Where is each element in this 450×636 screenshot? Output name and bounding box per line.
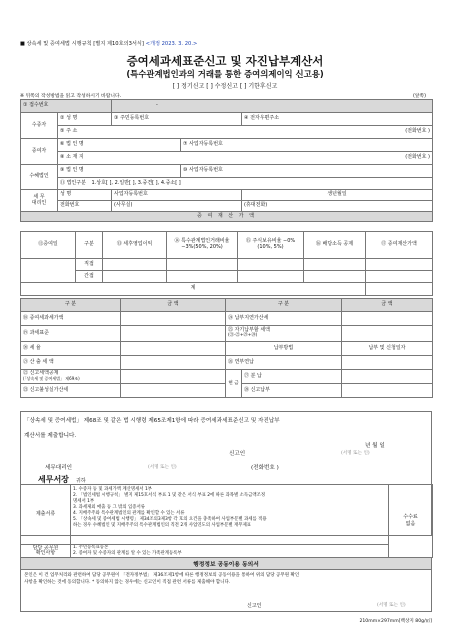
- indirect-value-cell[interactable]: [366, 271, 433, 283]
- computed-tax-label: ㉑ 산 출 세 액: [21, 356, 121, 370]
- benefit-corp-type-options[interactable]: 1.상호[ ], 2.일반[ ], 3.중견[ ], 4.중소[ ]: [91, 179, 181, 186]
- tax-base-label: ⑲ 과세표준: [21, 326, 121, 342]
- official-verify-label: [21, 545, 71, 558]
- donee-phone: (전화번호 ): [405, 128, 430, 135]
- verify-item: 1. 주민등록표등본: [73, 545, 109, 551]
- split-payment-label: ㉗ 분 납: [242, 370, 342, 384]
- benefit-corp-type-label: ⑪ 법인구분: [60, 179, 86, 186]
- official-verify-line2: 확인사항: [35, 550, 56, 556]
- agent-section-label: [21, 190, 58, 212]
- underfiling-penalty-label: ㉓ 신고불성실가산세: [21, 384, 121, 398]
- payment-date-label: 납부 및 신청일자: [342, 342, 433, 356]
- late-payment-penalty-label: ㉔ 납부지연가산세: [226, 312, 342, 326]
- benefit-corp-section-label: 수혜법인: [21, 165, 58, 190]
- gift-value-header: ⑰ 증여재산가액: [366, 232, 433, 259]
- category-header: 구분: [76, 232, 103, 259]
- consent-signature[interactable]: (서명 또는 인): [377, 603, 406, 608]
- submit-doc-item: 명세서 1부: [73, 499, 95, 505]
- declaration-line1: 「상속세 및 증여세법」 제68조 및 같은 법 시행령 제65조제1항에 따라 증여세과세표준신고 및 자진납부: [24, 418, 280, 424]
- consent-line1: 본인은 이 건 업무처리와 관련하여 담당 공무원이 「전자정부법」 제36조제1항에 따른 행정정보의 공동이용을 통하여 위의 담당 공무원 확인: [24, 573, 300, 578]
- filing-credit-label: [21, 370, 121, 384]
- indirect-dividend-cell[interactable]: [304, 271, 366, 283]
- self-payable-tax-amount[interactable]: [342, 326, 433, 342]
- left-item-header: 구 분: [21, 299, 121, 312]
- tax-agent-label: 세무대리인: [45, 465, 73, 471]
- donee-email-field[interactable]: ④ 전자우편주소: [242, 113, 433, 126]
- donee-section-label: 수증자: [21, 113, 58, 139]
- donor-section-label: 증여자: [21, 139, 58, 165]
- self-payable-tax-formula: (㉑-㉒+㉓+㉔): [228, 333, 258, 339]
- dividend-deduction-header: ⑯ 배당소득 공제: [304, 232, 366, 259]
- gift-date-cell[interactable]: [21, 259, 76, 283]
- consent-signer-label: 신고인: [247, 603, 262, 609]
- form-reference-text: ■ 상속세 및 증여세법 시행규칙 [별지 제10호의3서식]: [20, 41, 146, 47]
- submit-doc-item: 5. 「상속세 및 증여세법 시행령」 제34조의3제3항 각 호의 요건을 충족하여 사업부문별 과세를 적용: [73, 517, 267, 523]
- tax-base-amount[interactable]: [121, 326, 226, 342]
- tax-agent-phone[interactable]: (전화번호 ): [251, 465, 279, 471]
- filer-label: 신고인: [229, 451, 246, 457]
- submit-doc-item: 4. 지배주주와 특수관계법인의 관계를 확인할 수 있는 서류: [73, 511, 185, 517]
- cash-label: 현 금: [226, 370, 242, 398]
- left-amount-header: 금 액: [121, 299, 226, 312]
- gift-value-table: [20, 231, 433, 296]
- indirect-ratio-cell[interactable]: [167, 271, 238, 283]
- tax-office-head: 세무서장: [38, 475, 69, 484]
- tax-agent-signature[interactable]: (서명 또는 인): [148, 465, 177, 470]
- filing-payment-label: ㉘ 신고납부: [242, 384, 342, 398]
- tax-calculation-table: [20, 298, 433, 398]
- benefit-corp-type-field[interactable]: [58, 178, 433, 190]
- filer-signature[interactable]: (서명 또는 인): [341, 451, 370, 456]
- agent-section-line1: 세 무: [33, 194, 45, 200]
- tax-rate-amount[interactable]: [121, 342, 226, 356]
- taxpayer-info-table: [20, 99, 433, 222]
- consent-body: [21, 570, 431, 588]
- related-trade-ratio-header: ⑭ 특수관계법인거래비율 −3%(50%, 20%): [167, 232, 238, 259]
- form-title: 증여세과세표준신고 및 자진납부계산서: [126, 54, 324, 68]
- right-item-header: 구 분: [226, 299, 342, 312]
- donee-rrn-field[interactable]: ③ 주민등록번호: [112, 113, 242, 126]
- late-payment-penalty-amount[interactable]: [342, 312, 433, 326]
- benefit-corp-name-field[interactable]: ⑨ 법 인 명: [58, 165, 181, 178]
- computed-tax-amount[interactable]: [121, 356, 226, 370]
- row-direct-label: 직접: [76, 259, 103, 271]
- payment-method-label: 납부방법: [226, 342, 342, 356]
- fee-cell: [389, 485, 433, 558]
- submit-docs-list: [71, 485, 389, 545]
- official-verify-list: [71, 545, 389, 558]
- donee-name-field[interactable]: ② 성 명: [58, 113, 112, 126]
- verify-item: 2. 증여자 및 수증자의 관계를 알 수 있는 가족관계등록부: [73, 551, 182, 556]
- submit-doc-item: 1. 수증자 등 및 과세가액 계산명세서 1부: [73, 487, 152, 492]
- donor-phone: (전화번호 ): [405, 154, 430, 161]
- agent-name-field[interactable]: 성 명: [58, 190, 112, 201]
- fee-label: 수수료: [403, 513, 418, 520]
- submit-doc-item: 2. 「법인세법 시행규칙」 별지 제15호서식 부표 1 및 같은 서식 부표 2에 따른 과목별 소득금액조정: [73, 493, 266, 499]
- direct-dividend-cell[interactable]: [304, 259, 366, 271]
- form-reference: [20, 40, 197, 47]
- taxable-gift-value-amount[interactable]: [121, 312, 226, 326]
- gift-value-heading: 증 여 재 산 가 액: [21, 212, 433, 222]
- filing-credit-amount[interactable]: [121, 370, 226, 384]
- consent-heading: 행정정보 공동이용 동의서: [21, 558, 431, 570]
- filing-credit-basis: (「상속세 및 증여세법」 제69조): [23, 375, 80, 381]
- split-payment-amount[interactable]: [342, 370, 433, 384]
- agent-office-phone-field[interactable]: (사무실): [112, 201, 242, 212]
- total-value-cell[interactable]: [366, 283, 433, 296]
- indirect-profit-cell[interactable]: [103, 271, 167, 283]
- benefit-corp-bizno-field[interactable]: ⑩ 사업자등록번호: [181, 165, 433, 178]
- agent-bizno-field[interactable]: 사업자등록번호: [112, 190, 242, 201]
- donor-location-label: ⑧ 소 재 지: [60, 154, 84, 161]
- row-indirect-label: 간접: [76, 271, 103, 283]
- form-subtitle: (특수관계법인과의 거래를 통한 증여의제이익 신고용): [126, 69, 324, 79]
- official-verify-line1: 담당 공무원: [32, 544, 59, 551]
- fee-value: 없음: [405, 521, 416, 527]
- submit-doc-item: 3. 과세제외 매출 등 그 밖의 입증서류: [73, 505, 145, 511]
- donor-bizno-field[interactable]: ⑦ 사업자등록번호: [181, 139, 433, 152]
- underfiling-penalty-amount[interactable]: [121, 384, 226, 398]
- agent-mobile-field[interactable]: (휴대전화): [242, 201, 433, 212]
- taxable-gift-value-label: ⑱ 증여세과세가액: [21, 312, 121, 326]
- indirect-share-cell[interactable]: [238, 271, 304, 283]
- donee-address-field[interactable]: [58, 126, 433, 139]
- donee-address-label: ⑤ 주 소: [60, 128, 78, 135]
- self-payable-tax-label: [226, 326, 342, 342]
- revision-date: <개정 2023. 3. 20.>: [145, 41, 198, 47]
- direct-ratio-cell[interactable]: [167, 259, 238, 271]
- filing-type-options[interactable]: [ ] 정기신고 [ ] 수정신고 [ ] 기한후신고: [172, 83, 278, 90]
- direct-share-cell[interactable]: [238, 259, 304, 271]
- addressee-suffix: 귀하: [76, 478, 86, 484]
- right-amount-header: 금 액: [342, 299, 433, 312]
- installment-amount[interactable]: [342, 356, 433, 370]
- gift-date-header: ⑫증여일: [21, 232, 76, 259]
- declaration-line2: 계산서를 제출합니다.: [24, 433, 77, 439]
- donor-location-field[interactable]: [58, 152, 433, 165]
- direct-profit-cell[interactable]: [103, 259, 167, 271]
- receipt-dash: -: [156, 102, 158, 109]
- direct-value-cell[interactable]: [366, 259, 433, 271]
- filing-credit-text: ㉒ 신고세액공제: [23, 370, 59, 377]
- page-side-label: (앞쪽): [412, 94, 426, 99]
- tax-rate-label: ⑳ 세 율: [21, 342, 121, 356]
- instruction-note: ※ 뒤쪽의 작성방법을 읽고 작성하시기 바랍니다.: [20, 94, 122, 99]
- receipt-number-label: ① 접수번호: [21, 100, 112, 113]
- agent-phone-label: 전화번호: [58, 201, 112, 212]
- submit-doc-item: 하는 경우 수혜법인 및 지배주주의 특수관계법인의 직전 2개 사업연도의 사업부문별 재무제표: [73, 523, 251, 529]
- donor-corp-name-field[interactable]: ⑥ 법 인 명: [58, 139, 181, 152]
- self-payable-tax-text: ㉕ 자기납부할 세액: [228, 327, 270, 334]
- paper-size-note: 210mm×297mm[백상지 80g/㎡]: [359, 619, 432, 624]
- agent-section-line2: 대리인: [31, 199, 47, 206]
- filing-payment-amount[interactable]: [342, 384, 433, 398]
- row-total-label: 계: [21, 283, 366, 296]
- required-documents-table: [20, 484, 433, 558]
- share-ratio-header: ⑮ 주식보유비율 −0%(10%, 5%): [238, 232, 304, 259]
- declaration-date[interactable]: 년 월 일: [365, 443, 385, 449]
- installment-label: ㉖ 연부연납: [226, 356, 342, 370]
- submit-docs-label: 제출서류: [21, 485, 71, 545]
- receipt-number-field[interactable]: [112, 100, 433, 113]
- consent-line2: 사항을 확인하는 것에 동의합니다. * 동의하지 않는 경우에는 신고인이 직접 관련 서류를 제출해야 합니다.: [24, 580, 231, 586]
- info-sharing-consent: [20, 557, 432, 612]
- after-tax-profit-header: ⑬ 세후영업이익: [103, 232, 167, 259]
- agent-dob-field[interactable]: 생년월일: [242, 190, 433, 201]
